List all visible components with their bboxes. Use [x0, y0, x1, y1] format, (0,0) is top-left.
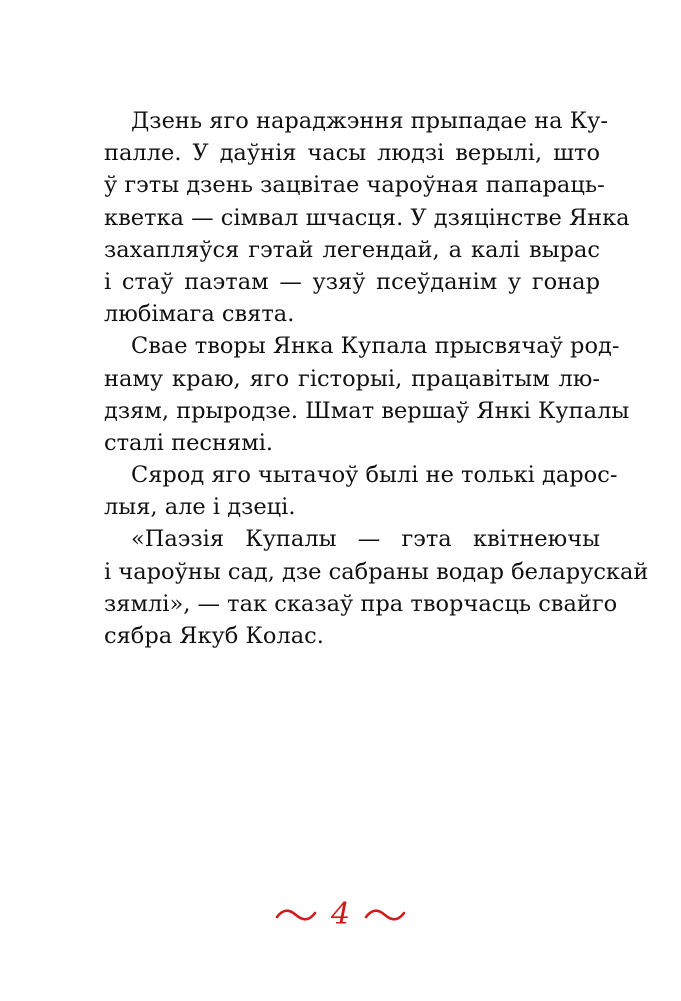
text-line: зямлі», — так сказаў пра творчасць свайго	[104, 590, 618, 617]
text-line: захапляўся гэтай легендай, а калі вырас	[104, 236, 600, 263]
text-line: Свае творы Янка Купала прысвячаў род-	[131, 333, 620, 360]
paragraph-4	[104, 523, 649, 652]
text-line: палле. У даўнія часы людзі верылі, што	[104, 140, 600, 167]
paragraph-2	[104, 330, 630, 459]
tilde-ornament-left-icon	[275, 905, 317, 925]
tilde-ornament-right-icon	[364, 905, 406, 925]
text-line: Дзень яго нараджэння прыпадае на Ку-	[131, 108, 608, 134]
text-line: і чароўны сад, дзе сабраны водар беларускай	[104, 558, 649, 585]
main-text	[104, 105, 649, 652]
text-line: дзям, прыродзе. Шмат вершаў Янкі Купалы	[104, 397, 630, 424]
text-line: сябра Якуб Колас.	[104, 623, 324, 649]
page-number: 4	[330, 897, 351, 932]
text-line: ў гэты дзень зацвітае чароўная папараць-	[104, 172, 605, 199]
page-number-footer	[0, 890, 681, 940]
text-line: любімага свята.	[104, 301, 295, 328]
text-line: сталі песнямі.	[104, 429, 274, 456]
paragraph-3	[104, 459, 618, 523]
text-line: кветка — сімвал шчасця. У дзяцінстве Янка	[104, 204, 630, 231]
text-line: Сярод яго чытачоў былі не толькі дарос-	[131, 462, 618, 489]
text-line: лыя, але і дзеці.	[104, 494, 296, 521]
paragraph-1	[104, 105, 630, 330]
text-line: і стаў паэтам — узяў псеўданім у гонар	[104, 268, 600, 295]
text-line: «Паэзія Купалы — гэта квітнеючы	[131, 526, 600, 553]
text-line: наму краю, яго гісторыі, працавітым лю-	[104, 365, 600, 392]
